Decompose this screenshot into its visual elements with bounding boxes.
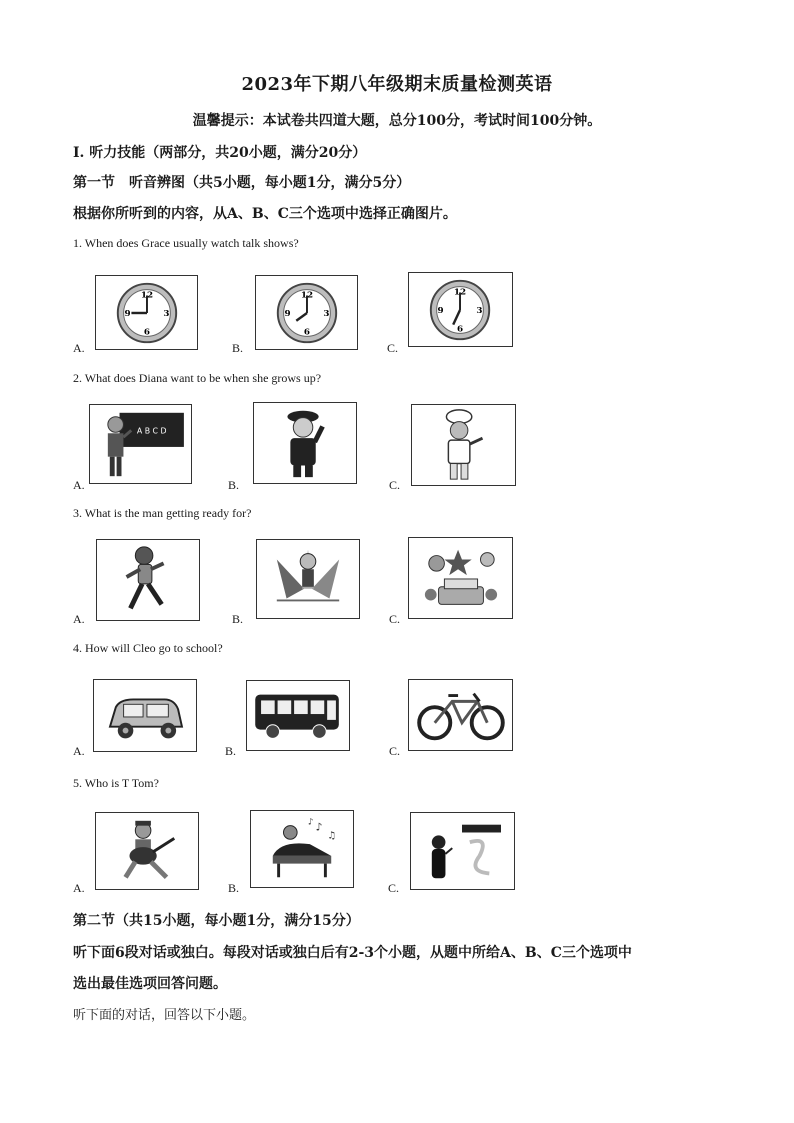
party-icon [425, 550, 497, 605]
svg-text:3: 3 [163, 308, 170, 319]
q4-option-b-image[interactable] [246, 680, 350, 751]
q1-option-c-label: C. [387, 341, 399, 355]
clock-nine-icon [118, 284, 176, 342]
svg-text:3: 3 [323, 308, 330, 319]
q2-option-c-label: C. [389, 478, 401, 492]
section1-instruction: 根据你所听到的内容，从A、B、C三个选项中选择正确图片。 [73, 206, 457, 222]
q1-option-a-label: A. [73, 341, 85, 355]
teacher-icon [108, 413, 184, 476]
svg-text:12: 12 [300, 290, 314, 301]
svg-text:6: 6 [303, 327, 311, 338]
q5-option-c-image[interactable] [410, 812, 515, 890]
question-1: 1. When does Grace usually watch talk shows? [73, 236, 299, 250]
q2-option-c-image[interactable] [411, 404, 516, 486]
q5-option-b-label: B. [228, 881, 240, 895]
q1-option-b-image[interactable] [255, 275, 358, 350]
clock-eight-icon [278, 284, 336, 342]
q4-option-c-image[interactable] [408, 679, 513, 751]
q4-option-c-label: C. [389, 744, 401, 758]
svg-text:3: 3 [476, 305, 483, 316]
svg-text:6: 6 [456, 324, 464, 335]
car-icon [110, 699, 182, 738]
svg-text:6: 6 [143, 327, 151, 338]
question-4: 4. How will Cleo go to school? [73, 641, 223, 655]
clock-seven-icon [431, 281, 489, 339]
q4-option-a-label: A. [73, 744, 85, 758]
exam-tip: 温馨提示：本试卷共四道大题，总分100分，考试时间100分钟。 [192, 113, 602, 129]
bicycle-icon [419, 694, 503, 739]
svg-text:9: 9 [437, 305, 444, 316]
svg-text:9: 9 [124, 308, 131, 319]
bus-icon [255, 695, 339, 739]
chef-icon [446, 410, 482, 479]
section2-instruction-line1: 听下面6段对话或独白。每段对话或独白后有2-3个小题，从题中所给A、B、C三个选项中 [73, 945, 632, 961]
svg-text:12: 12 [453, 287, 467, 298]
q5-option-c-label: C. [388, 881, 400, 895]
dialogue-note: 听下面的对话，回答以下小题。 [73, 1008, 256, 1023]
svg-text:♪: ♪ [315, 820, 323, 834]
question-2: 2. What does Diana want to be when she grows up? [73, 371, 322, 385]
q3-option-b-image[interactable] [256, 539, 360, 619]
q2-option-a-image[interactable] [89, 404, 192, 484]
svg-text:♪: ♪ [307, 817, 314, 828]
q1-option-a-image[interactable] [95, 275, 198, 350]
q5-option-a-image[interactable] [95, 812, 199, 890]
svg-text:9: 9 [284, 308, 291, 319]
dancer-icon [277, 550, 339, 601]
q4-option-b-label: B. [225, 744, 237, 758]
q5-option-b-image[interactable] [250, 810, 354, 888]
section2-instruction-line2: 选出最佳选项回答问题。 [73, 976, 227, 992]
pianist-icon [273, 818, 336, 878]
q2-option-a-label: A. [73, 478, 85, 492]
q1-option-b-label: B. [232, 341, 244, 355]
singer-icon [432, 825, 501, 879]
q2-option-b-label: B. [228, 478, 240, 492]
q1-option-c-image[interactable] [408, 272, 513, 347]
running-boy-icon [127, 547, 164, 608]
question-3: 3. What is the man getting ready for? [73, 506, 252, 520]
svg-text:♫: ♫ [327, 830, 337, 842]
q3-option-a-label: A. [73, 612, 85, 626]
guitarist-icon [126, 821, 175, 878]
q5-option-a-label: A. [73, 881, 85, 895]
section2-heading: 第二节（共15小题，每小题1分，满分15分） [73, 913, 360, 929]
police-officer-icon [287, 411, 322, 477]
part1-heading: I. 听力技能（两部分，共20小题，满分20分） [73, 145, 367, 161]
q3-option-a-image[interactable] [96, 539, 200, 621]
svg-text:12: 12 [140, 290, 154, 301]
section1-heading: 第一节 听音辨图（共5小题，每小题1分，满分5分） [73, 175, 411, 191]
blackboard-text: A B C D [136, 426, 167, 436]
q3-option-b-label: B. [232, 612, 244, 626]
q4-option-a-image[interactable] [93, 679, 197, 752]
q3-option-c-image[interactable] [408, 537, 513, 619]
question-5: 5. Who is T Tom? [73, 776, 159, 790]
q2-option-b-image[interactable] [253, 402, 357, 484]
q3-option-c-label: C. [389, 612, 401, 626]
page-title: 2023年下期八年级期末质量检测英语 [241, 74, 553, 95]
